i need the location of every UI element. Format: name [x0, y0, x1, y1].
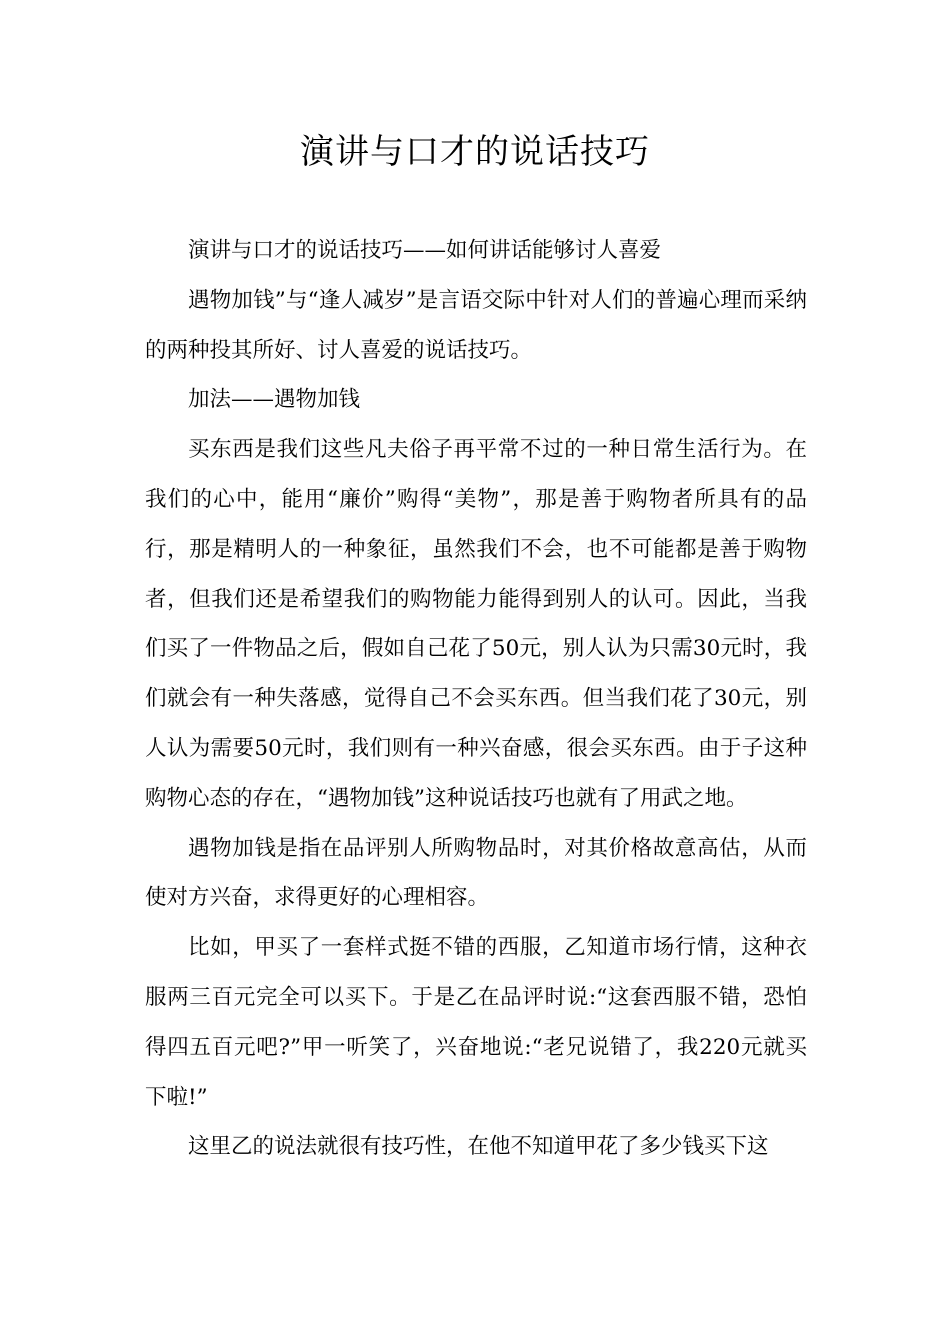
paragraph-shopping: 买东西是我们这些凡夫俗子再平常不过的一种日常生活行为。在我们的心中，能用“廉价”购得“美物”，那是善于购物者所具有的品行，那是精明人的一种象征，虽然我们不会，也不可能都是善于购物者，但我们还是希望我们的购物能力能得到别人的认可。因此，当我们买了一件物品之后，假如自己花了50元，别人认为只需30元时，我们就会有一种失落感，觉得自己不会买东西。但当我们花了30元，别人认为需要50元时，我们则有一种兴奋感，很会买东西。由于子这种购物心态的存在，“遇物加钱”这种说话技巧也就有了用武之地。 — [145, 437, 807, 811]
paragraph-subtitle: 演讲与口才的说话技巧——如何讲话能够讨人喜爱 — [188, 238, 662, 263]
paragraph-example: 比如，甲买了一套样式挺不错的西服，乙知道市场行情，这种衣服两三百元完全可以买下。于是乙在品评时说:“这套西服不错，恐怕得四五百元吧?”甲一听笑了，兴奋地说:“老兄说错了，我220元就买下啦!” — [145, 935, 807, 1110]
section-heading-addition: 加法——遇物加钱 — [188, 387, 361, 413]
paragraph-intro: 遇物加钱”与“逢人减岁”是言语交际中针对人们的普遍心理而采纳的两种投其所好、讨人喜爱的说话技巧。 — [145, 287, 807, 363]
paragraph-definition: 遇物加钱是指在品评别人所购物品时，对其价格故意高估，从而使对方兴奋，求得更好的心理相容。 — [145, 835, 807, 911]
document-body — [145, 226, 807, 1172]
document-title: 演讲与口才的说话技巧 — [300, 132, 650, 172]
paragraph-analysis: 这里乙的说法就很有技巧性，在他不知道甲花了多少钱买下这 — [188, 1134, 769, 1160]
